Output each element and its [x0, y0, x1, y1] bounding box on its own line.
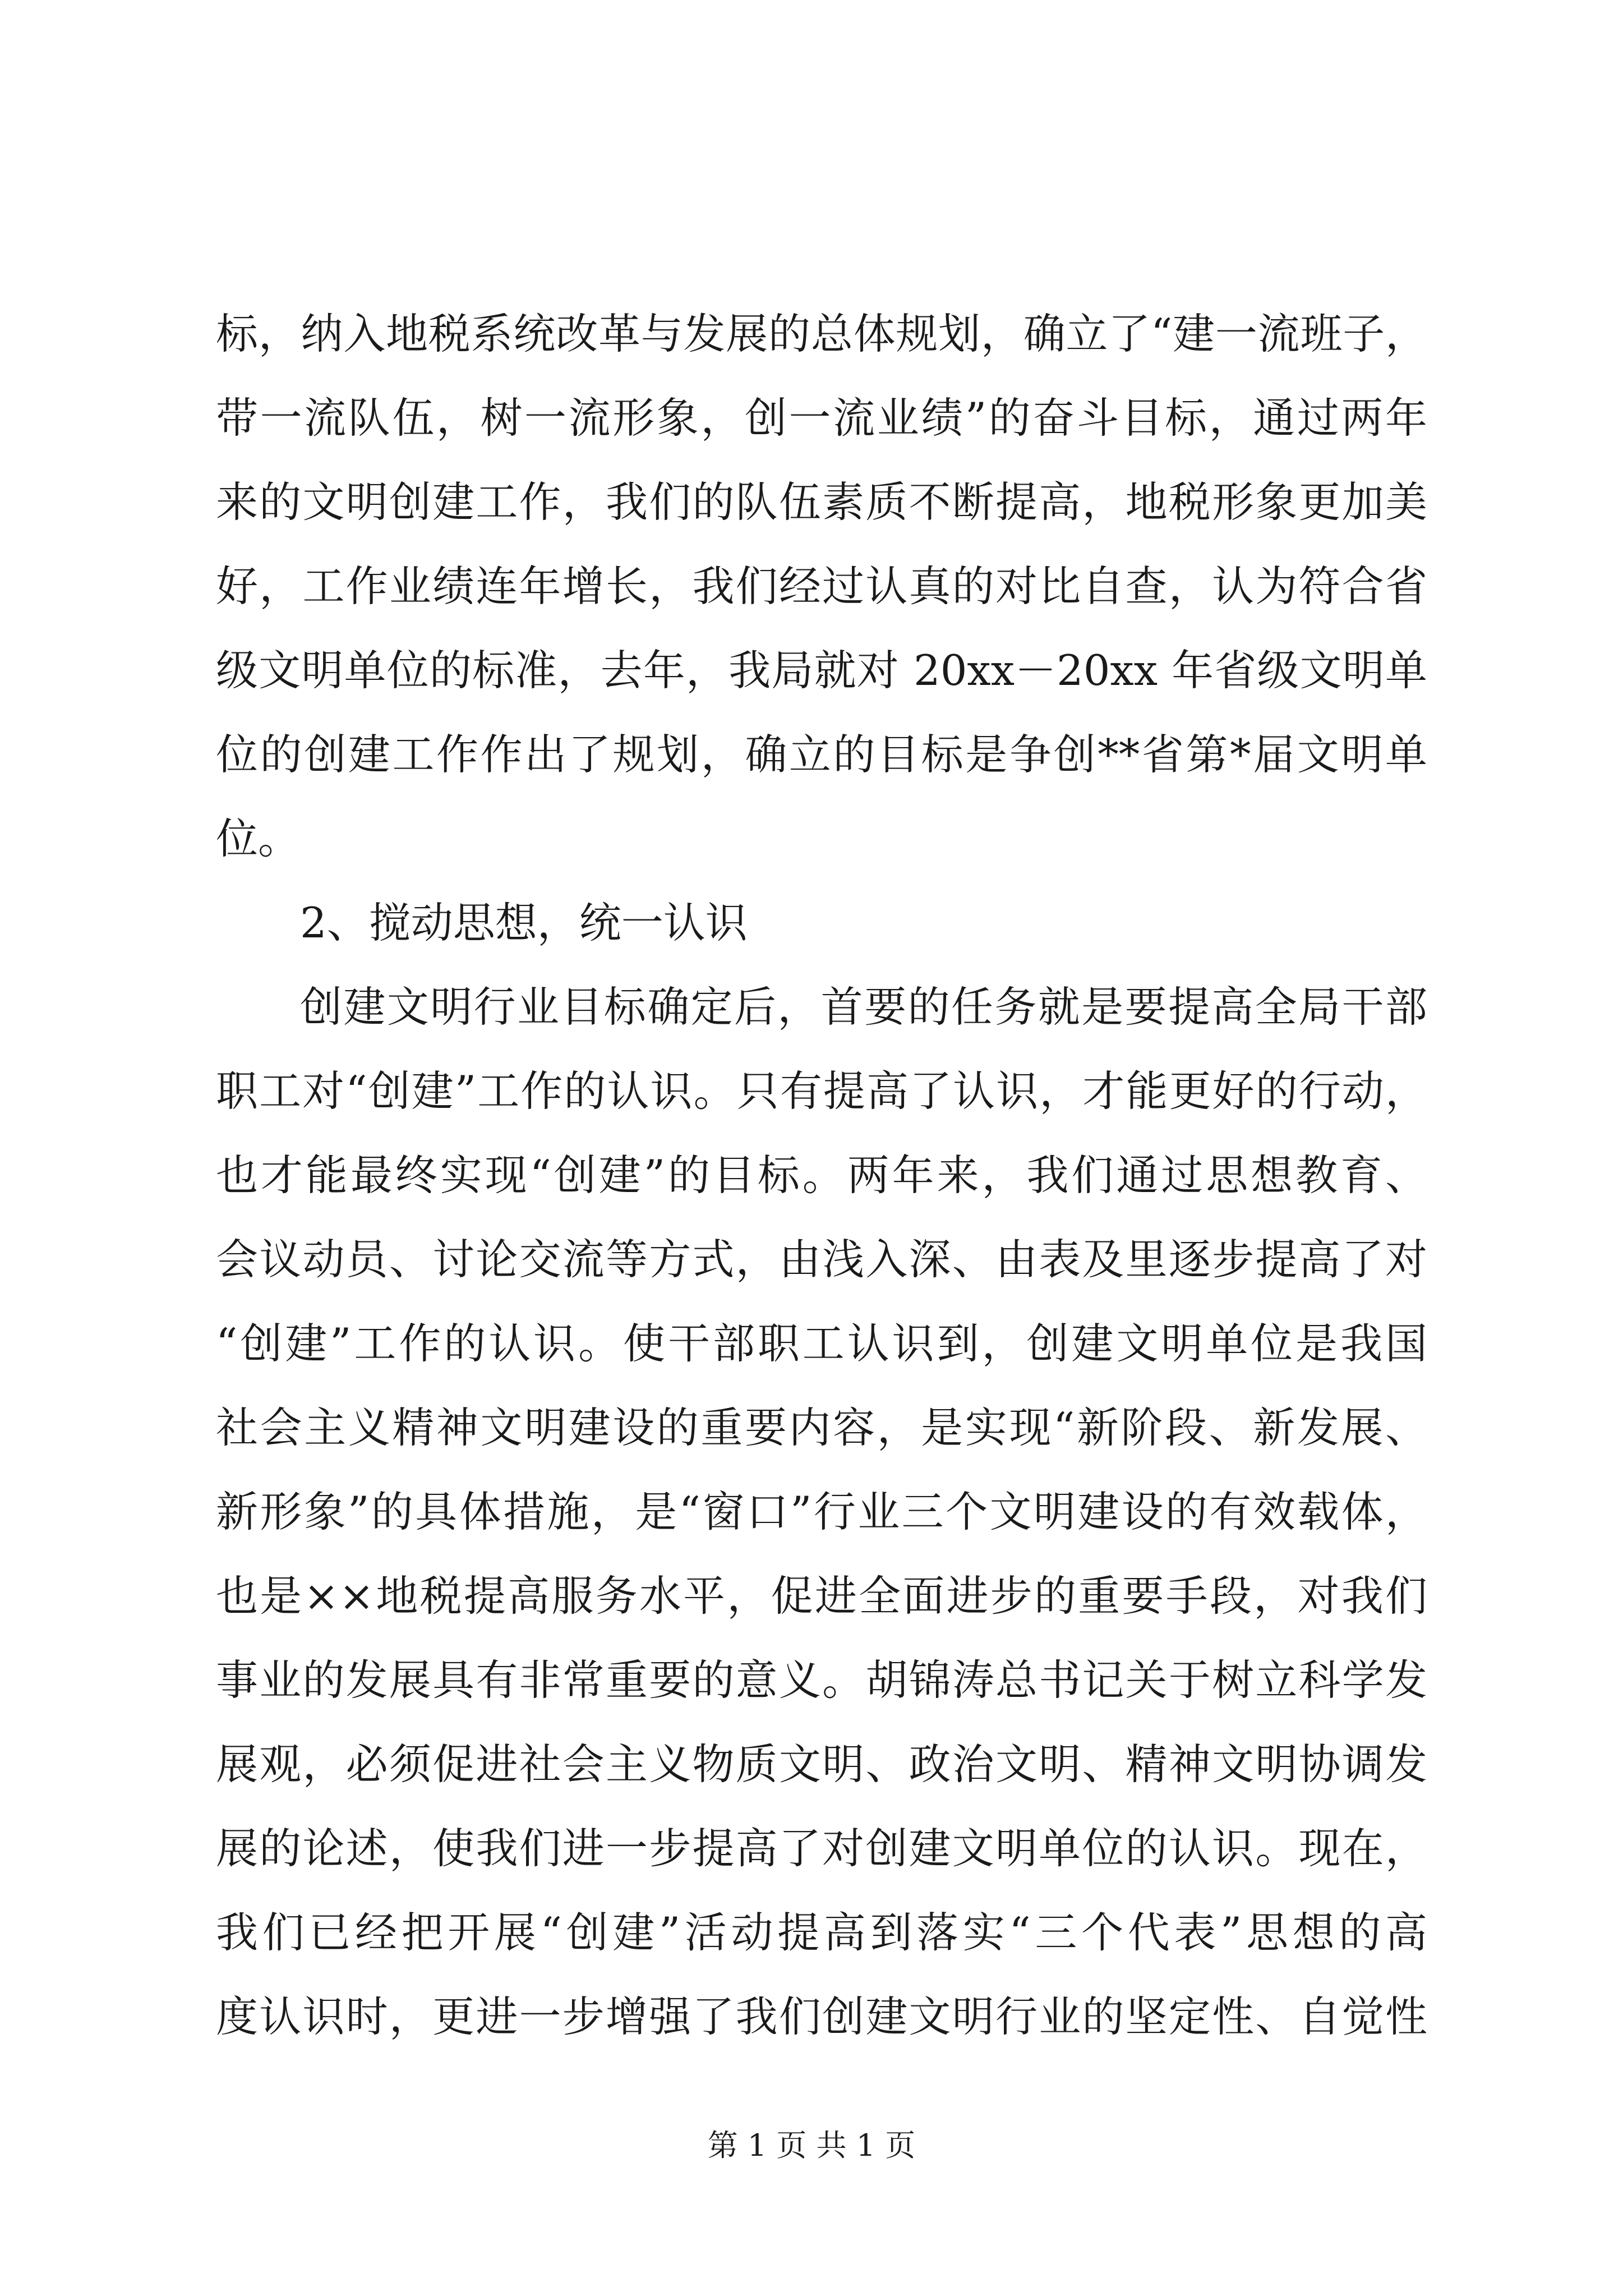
text-line: 会议动员、讨论交流等方式，由浅入深、由表及里逐步提高了对: [216, 1235, 1427, 1284]
text-line: 展的论述，使我们进一步提高了对创建文明单位的认识。现在，: [216, 1824, 1427, 1873]
document-body: [216, 292, 1427, 2059]
text-line: 标，纳入地税系统改革与发展的总体规划，确立了“建一流班子，: [216, 309, 1427, 358]
text-line: 社会主义精神文明建设的重要内容，是实现“新阶段、新发展、: [216, 1403, 1427, 1452]
text-line: 级文明单位的标准，去年，我局就对 20xx－20xx 年省级文明单: [216, 646, 1427, 695]
section-heading: 2、搅动思想，统一认识: [300, 898, 748, 947]
text-line: 来的文明创建工作，我们的队伍素质不断提高，地税形象更加美: [216, 477, 1427, 527]
page-number-footer: 第 1 页 共 1 页: [707, 2128, 916, 2163]
text-line: 职工对“创建”工作的认识。只有提高了认识，才能更好的行动，: [216, 1066, 1427, 1116]
text-line: 位的创建工作作出了规划，确立的目标是争创**省第*届文明单: [216, 730, 1427, 779]
text-line: 也才能最终实现“创建”的目标。两年来，我们通过思想教育、: [216, 1151, 1427, 1200]
text-line: 我们已经把开展“创建”活动提高到落实“三个代表”思想的高: [216, 1908, 1427, 1957]
text-line: 位。: [216, 814, 301, 863]
text-line: “创建”工作的认识。使干部职工认识到，创建文明单位是我国: [216, 1319, 1427, 1368]
text-line: 创建文明行业目标确定后，首要的任务就是要提高全局干部: [300, 982, 1427, 1032]
text-line: 好，工作业绩连年增长，我们经过认真的对比自查，认为符合省: [216, 562, 1427, 611]
text-line: 带一流队伍，树一流形象，创一流业绩”的奋斗目标，通过两年: [216, 393, 1427, 443]
text-line: 新形象”的具体措施，是“窗口”行业三个文明建设的有效载体，: [216, 1487, 1427, 1536]
text-line: 展观，必须促进社会主义物质文明、政治文明、精神文明协调发: [216, 1740, 1427, 1789]
text-line: 也是××地税提高服务水平，促进全面进步的重要手段，对我们: [216, 1571, 1427, 1621]
text-line: 度认识时，更进一步增强了我们创建文明行业的坚定性、自觉性: [216, 1992, 1427, 2041]
text-line: 事业的发展具有非常重要的意义。胡锦涛总书记关于树立科学发: [216, 1655, 1427, 1705]
